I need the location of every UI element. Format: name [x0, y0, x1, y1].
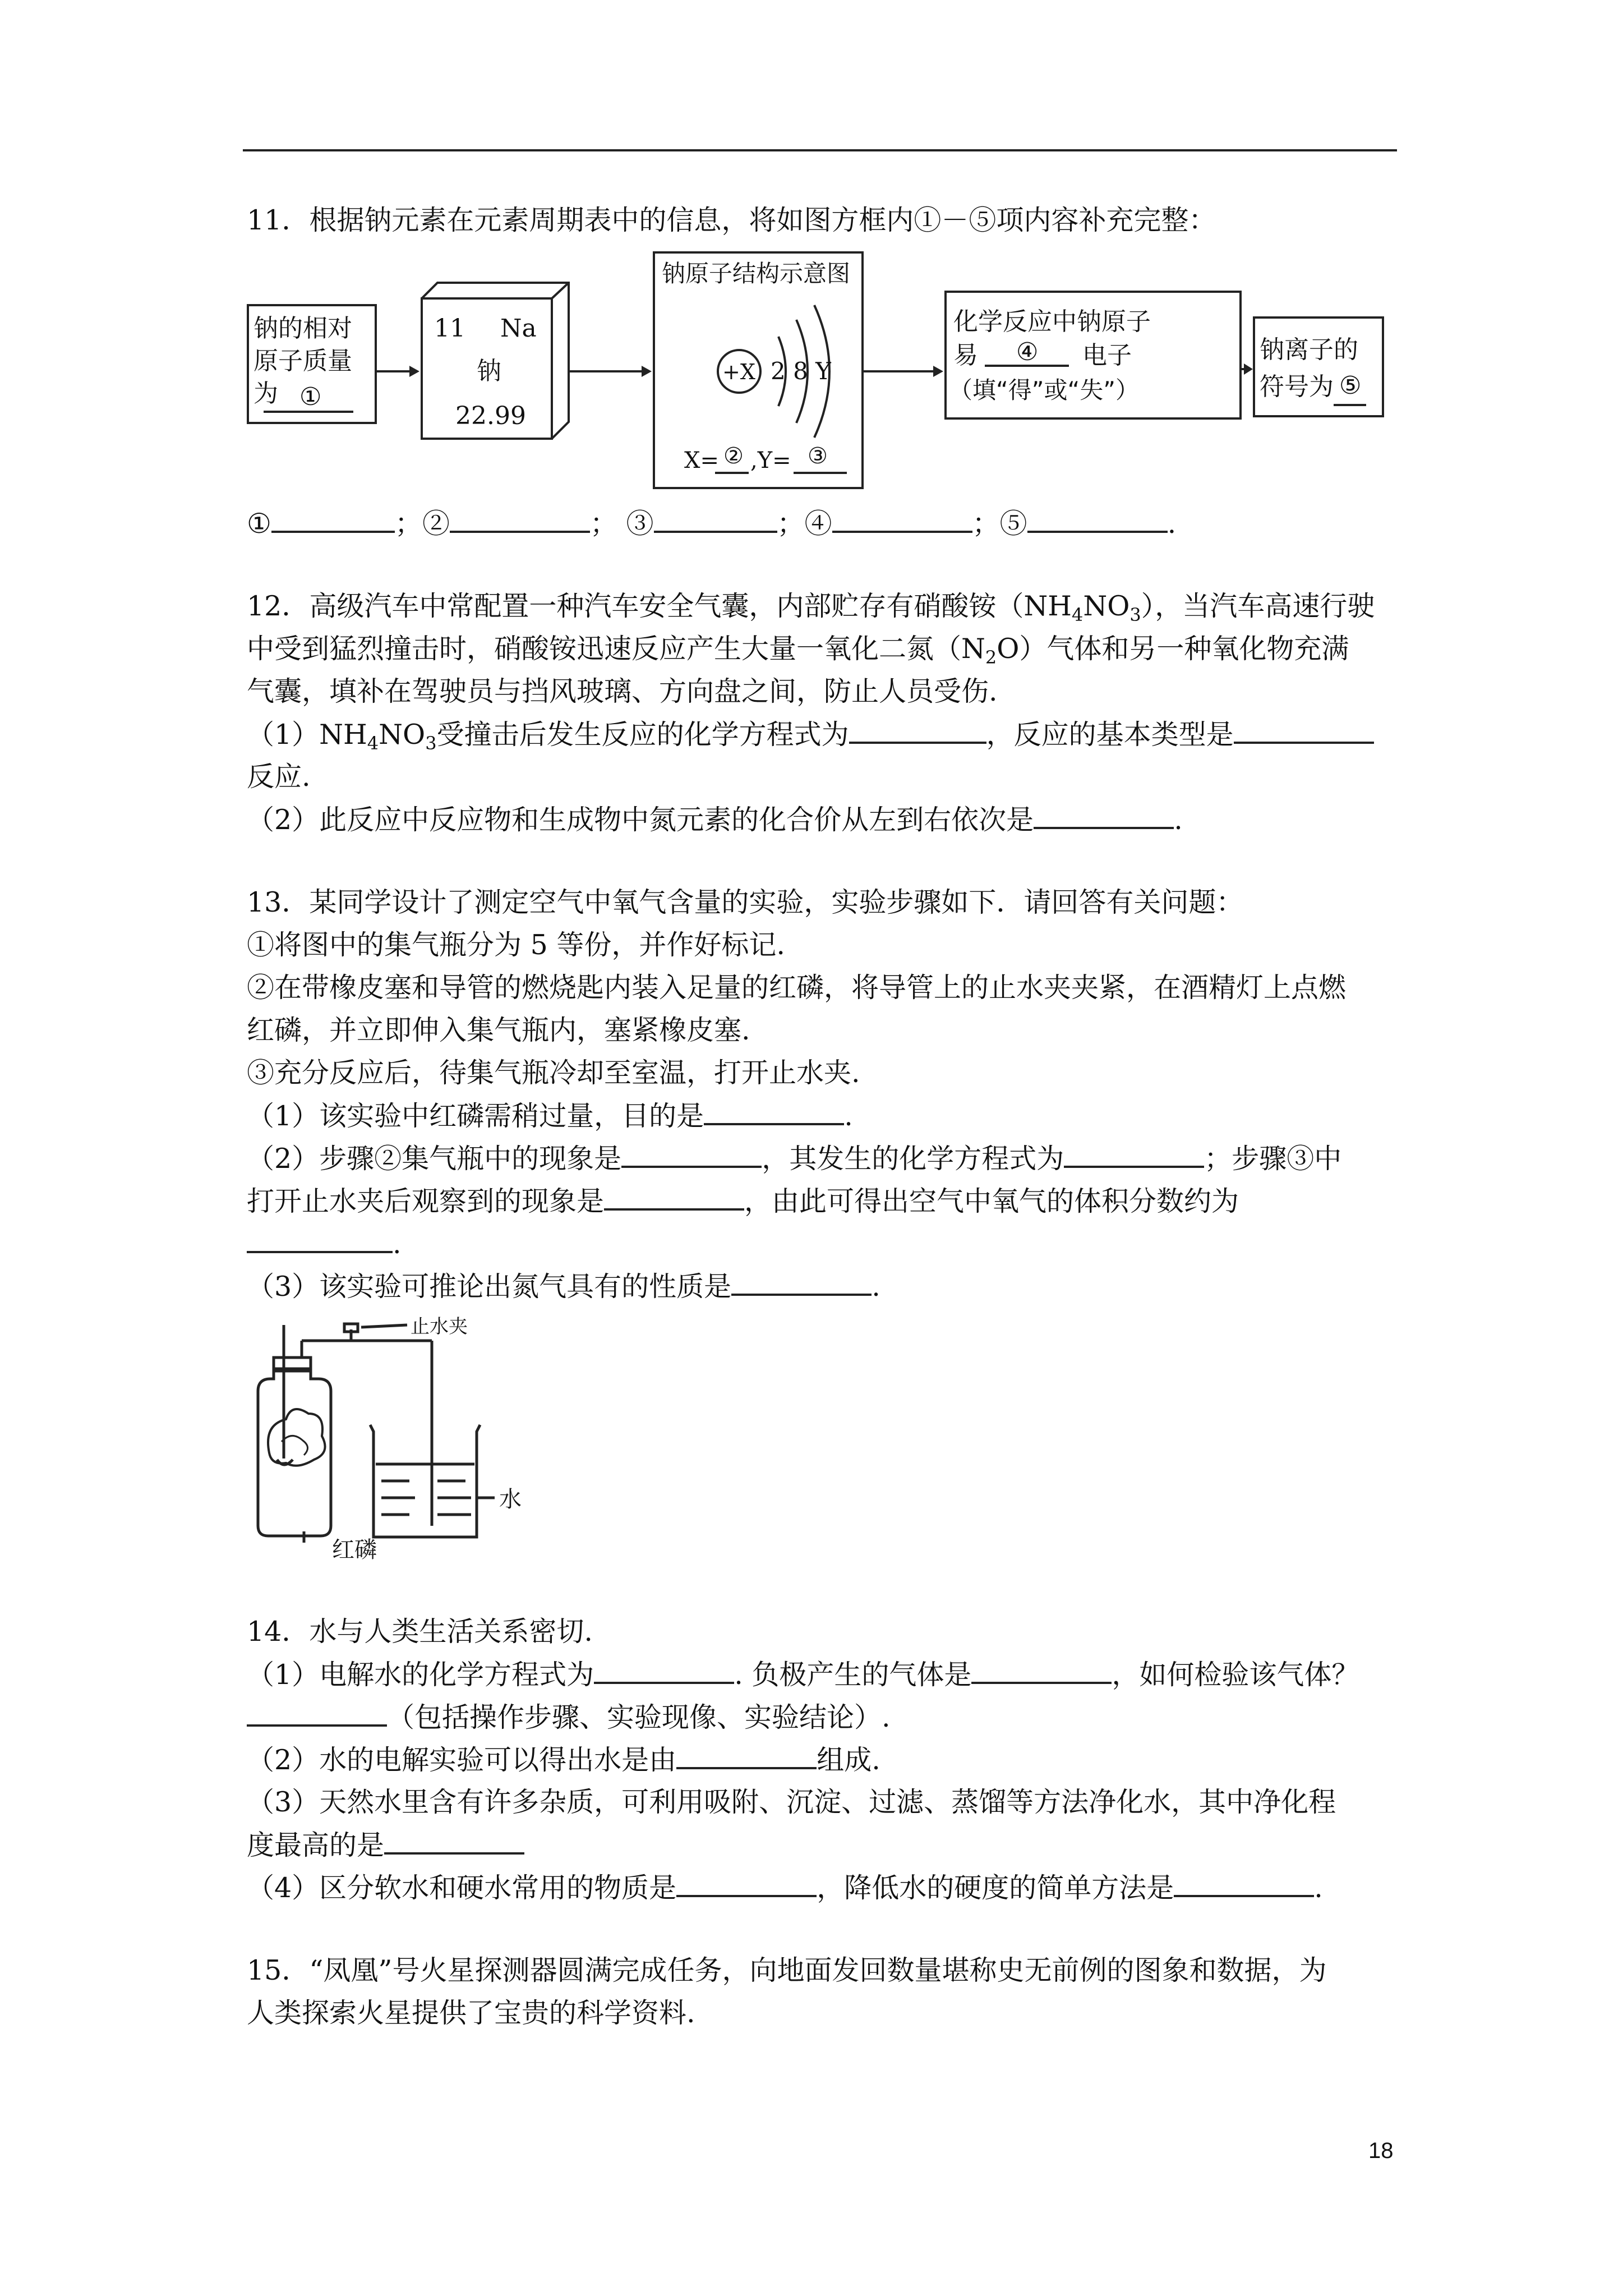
blank-softening[interactable]	[1174, 1869, 1314, 1897]
blank-reaction-type[interactable]	[1234, 716, 1374, 744]
box1-mark: ①	[299, 383, 322, 411]
apparatus-figure	[241, 1313, 555, 1559]
shell-electrons: 2 8 Y	[771, 357, 831, 385]
box4-mark: ④	[1016, 338, 1039, 366]
q14-part-3: （3）天然水里含有许多杂质，可利用吸附、沉淀、过滤、蒸馏等方法净化水，其中净化程	[247, 1786, 1336, 1818]
q13-part-3: （3）该实验可推论出氮气具有的性质是 .	[247, 1268, 1396, 1305]
q14-line-1: 14．水与人类生活关系密切.	[247, 1616, 593, 1648]
q14-part-1-cont: （包括操作步骤、实验现像、实验结论）.	[247, 1699, 1396, 1736]
structure-title: 钠原子结构示意图	[662, 260, 851, 287]
phosphorus-label: 红磷	[332, 1537, 377, 1559]
element-number: 11	[434, 314, 465, 343]
q12-part-2: （2）此反应中反应物和生成物中氮元素的化合价从左到右依次是 .	[247, 801, 1396, 839]
box5-line-1: 钠离子的	[1260, 335, 1358, 364]
q14-part-2: （2）水的电解实验可以得出水是由 组成.	[247, 1741, 1396, 1779]
y-label: ,Y=	[750, 448, 791, 473]
x-label: X=	[684, 448, 719, 473]
answer-blank-4[interactable]	[832, 505, 972, 533]
q13-part-1: （1）该实验中红磷需稍过量，目的是 .	[247, 1097, 1396, 1135]
element-symbol: Na	[500, 314, 537, 343]
q14-part-1: （1）电解水的化学方程式为 . 负极产生的气体是 ，如何检验该气体？	[247, 1656, 1396, 1694]
page-number: 18	[1368, 2138, 1394, 2163]
box4-line-3: （填“得”或“失”）	[949, 376, 1140, 404]
blank-equation[interactable]	[849, 716, 986, 744]
q11-stem: 11．根据钠元素在元素周期表中的信息，将如图方框内①－⑤项内容补充完整：	[247, 204, 1216, 236]
element-mass: 22.99	[455, 402, 526, 430]
x-mark: ②	[723, 443, 744, 469]
q13-step-3: ③充分反应后，待集气瓶冷却至室温，打开止水夹.	[247, 1057, 860, 1089]
answer-blank-1[interactable]	[271, 505, 395, 533]
header-rule	[243, 149, 1397, 151]
q13-part-2-cont: 打开止水夹后观察到的现象是 ，由此可得出空气中氧气的体积分数约为	[247, 1182, 1396, 1220]
q12-part-1-end: 反应.	[247, 761, 311, 793]
clamp-label: 止水夹	[411, 1315, 468, 1338]
blank-negative-gas[interactable]	[971, 1656, 1112, 1684]
q13-line-1: 13．某同学设计了测定空气中氧气含量的实验，实验步骤如下．请回答有关问题：	[247, 886, 1244, 918]
answer-blank-3[interactable]	[654, 505, 777, 533]
blank-purpose[interactable]	[704, 1097, 844, 1125]
blank-composition[interactable]	[676, 1741, 817, 1769]
q13-step-1: ①将图中的集气瓶分为 5 等份，并作好标记.	[247, 929, 785, 961]
answer-blank-5[interactable]	[1027, 505, 1168, 533]
box5-mark: ⑤	[1339, 371, 1362, 400]
blank-observation[interactable]	[604, 1182, 744, 1211]
blank-electrolysis-equation[interactable]	[594, 1656, 734, 1684]
nucleus-label: +X	[722, 360, 755, 384]
q12-line-2: 中受到猛烈撞击时，硝酸铵迅速反应产生大量一氧化二氮$(N_2O)$气体和另一种氧化物充满	[247, 633, 1349, 668]
q15-line-2: 人类探索火星提供了宝贵的科学资料.	[247, 1997, 695, 2029]
blank-phenomenon[interactable]	[621, 1140, 762, 1168]
blank-soft-hard-test[interactable]	[676, 1869, 817, 1897]
q13-step-2b: 红磷，并立即伸入集气瓶内，塞紧橡皮塞.	[247, 1014, 750, 1046]
sodium-diagram	[241, 247, 1408, 494]
blank-best-method[interactable]	[384, 1826, 524, 1855]
box4-line-1: 化学反应中钠原子	[953, 307, 1151, 336]
box5-line-2: 符号为	[1260, 372, 1334, 401]
blank-oxygen-fraction[interactable]	[247, 1225, 393, 1253]
q13-step-2a: ②在带橡皮塞和导管的燃烧匙内装入足量的红磷，将导管上的止水夹夹紧，在酒精灯上点燃	[247, 972, 1347, 1004]
blank-gas-test[interactable]	[247, 1699, 387, 1727]
box4-line-2a: 易	[953, 341, 978, 370]
q12-line-1: 12．高级汽车中常配置一种汽车安全气囊，内部贮存有硝酸铵$(NH_4NO_3)$，当汽车高速行驶	[247, 590, 1375, 625]
answer-blank-2[interactable]	[450, 505, 590, 533]
q15-line-1: 15．“凤凰”号火星探测器圆满完成任务，向地面发回数量堪称史无前例的图象和数据，为	[247, 1954, 1327, 1986]
box4-line-2b: 电子	[1082, 341, 1132, 370]
q14-part-4: （4）区分软水和硬水常用的物质是 ，降低水的硬度的简单方法是 .	[247, 1869, 1396, 1907]
q12-line-3: 气囊，填补在驾驶员与挡风玻璃、方向盘之间，防止人员受伤.	[247, 675, 998, 707]
blank-equation-2[interactable]	[1064, 1140, 1204, 1168]
y-mark: ③	[808, 443, 828, 469]
element-name: 钠	[477, 357, 501, 385]
box1-line-2: 原子质量	[253, 347, 352, 375]
blank-valence[interactable]	[1034, 801, 1174, 829]
q13-part-2: （2）步骤②集气瓶中的现象是 ，其发生的化学方程式为 ；步骤③中	[247, 1140, 1396, 1177]
water-label: 水	[499, 1487, 522, 1512]
q13-part-2-end: .	[247, 1225, 1396, 1263]
q11-answer-line: ① ；② ； ③ ；④ ；⑤ .	[247, 505, 1396, 542]
q14-part-3-cont: 度最高的是	[247, 1826, 1396, 1864]
blank-nitrogen-property[interactable]	[731, 1268, 872, 1296]
box1-line-1: 钠的相对	[253, 314, 352, 343]
box1-line-3: 为	[253, 379, 278, 408]
q12-part-1: $(1)NH_4NO_3$受撞击后发生反应的化学方程式为 ，反应的基本类型是	[247, 716, 1396, 762]
